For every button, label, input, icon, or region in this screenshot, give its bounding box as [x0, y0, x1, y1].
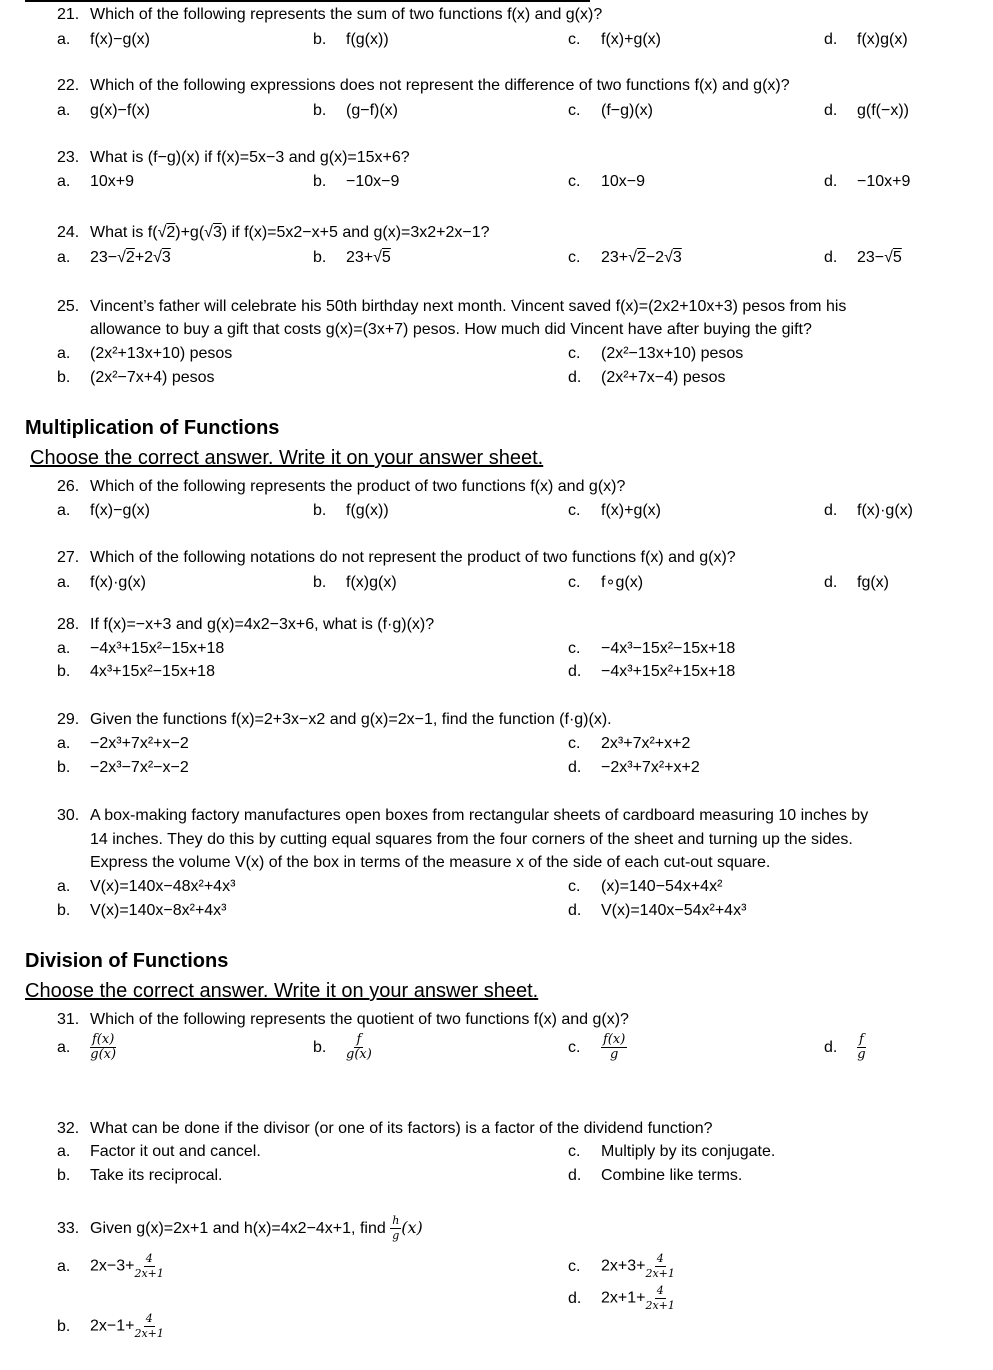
option-31d: d. $\frac{f}{g}$ — [824, 1032, 866, 1062]
question-text: If f(x)=−x+3 and g(x)=4x2−3x+6, what is (f·g)(x)? — [90, 616, 435, 633]
option-32b: b. Take its reciprocal. — [57, 1167, 223, 1184]
option-30d: d. V(x)=140x−54x²+4x³ — [568, 902, 747, 919]
option-31a: a. $\frac{f(x)}{g(x)}$ — [57, 1032, 117, 1062]
option-25d: d. (2x²+7x−4) pesos — [568, 369, 726, 386]
option-23d: d. −10x+9 — [824, 173, 911, 190]
question-text: Given g(x)=2x+1 and h(x)=4x2−4x+1, find $\frac{h}{g}$ (x) — [90, 1214, 423, 1242]
fraction: $\frac{4}{2x+1}$ — [645, 1284, 675, 1312]
option-28d: d. −4x³+15x²+15x+18 — [568, 663, 736, 680]
question-32: 32. What can be done if the divisor (or one of its factors) is a factor of the dividend function? — [57, 1120, 713, 1137]
question-30: 30. A box-making factory manufactures open boxes from rectangular sheets of cardboard measuring 10 inches by — [57, 807, 869, 824]
option-24b: b. 23+√5 — [313, 249, 391, 266]
section-title-multiplication: Multiplication of Functions — [25, 417, 280, 439]
option-29a: a. −2x³+7x²+x−2 — [57, 735, 189, 752]
question-26: 26. Which of the following represents the product of two functions f(x) and g(x)? — [57, 478, 626, 495]
question-text: What is (f−g)(x) if f(x)=5x−3 and g(x)=15x+6? — [90, 149, 410, 166]
option-26c: c. f(x)+g(x) — [568, 502, 661, 519]
section-instruction-multiplication: Choose the correct answer. Write it on your answer sheet. — [30, 447, 544, 469]
option-30c: c. (x)=140−54x+4x² — [568, 878, 723, 895]
option-26b: b. f(g(x)) — [313, 502, 389, 519]
fraction: $\frac{h}{g}$ — [392, 1214, 400, 1242]
question-text: What is f(√2)+g(√3) if f(x)=5x2−x+5 and g(x)=3x2+2x−1? — [90, 224, 490, 241]
question-30-line2: 14 inches. They do this by cutting equal squares from the four corners of the sheet and turning up the sides. — [90, 831, 853, 848]
question-text: Which of the following represents the product of two functions f(x) and g(x)? — [90, 478, 626, 495]
option-21a: a. f(x)−g(x) — [57, 31, 150, 48]
option-27c: c. f∘g(x) — [568, 574, 644, 591]
fraction: $\frac{4}{2x+1}$ — [134, 1252, 164, 1280]
option-30b: b. V(x)=140x−8x²+4x³ — [57, 902, 227, 919]
option-28b: b. 4x³+15x²−15x+18 — [57, 663, 215, 680]
fraction: $\frac{f(x)}{g(x)}$ — [90, 1032, 117, 1062]
question-33: 33. Given g(x)=2x+1 and h(x)=4x2−4x+1, find $\frac{h}{g}$ (x) — [57, 1214, 423, 1242]
option-25a: a. (2x²+13x+10) pesos — [57, 345, 233, 362]
option-31b: b. $\frac{f}{g(x)}$ — [313, 1032, 372, 1062]
option-24a: a. 23−√2+2√3 — [57, 249, 171, 266]
section-title-division: Division of Functions — [25, 950, 229, 972]
option-21c: c. f(x)+g(x) — [568, 31, 661, 48]
option-25c: c. (2x²−13x+10) pesos — [568, 345, 744, 362]
question-text: Which of the following expressions does not represent the difference of two functions f(x) and g(x)? — [90, 77, 790, 94]
fraction: $\frac{f(x)}{g}$ — [603, 1032, 626, 1062]
option-23c: c. 10x−9 — [568, 173, 646, 190]
fraction: $\frac{4}{2x+1}$ — [645, 1252, 675, 1280]
question-text: Which of the following represents the quotient of two functions f(x) and g(x)? — [90, 1011, 629, 1028]
option-23a: a. 10x+9 — [57, 173, 135, 190]
option-21b: b. f(g(x)) — [313, 31, 389, 48]
question-25-line2: allowance to buy a gift that costs g(x)=(3x+7) pesos. How much did Vincent have after buying the gift? — [90, 321, 812, 338]
question-text: Given the functions f(x)=2+3x−x2 and g(x)=2x−1, find the function (f·g)(x). — [90, 711, 612, 728]
option-29d: d. −2x³+7x²+x+2 — [568, 759, 700, 776]
option-27d: d. fg(x) — [824, 574, 889, 591]
option-24d: d. 23−√5 — [824, 249, 902, 266]
option-32c: c. Multiply by its conjugate. — [568, 1143, 776, 1160]
option-22b: b. (g−f)(x) — [313, 102, 398, 119]
question-21: 21. Which of the following represents the sum of two functions f(x) and g(x)? — [57, 6, 603, 23]
fraction: $\frac{f}{g}$ — [857, 1032, 866, 1062]
option-25b: b. (2x²−7x+4) pesos — [57, 369, 215, 386]
fraction: $\frac{4}{2x+1}$ — [134, 1312, 164, 1340]
question-23: 23. What is (f−g)(x) if f(x)=5x−3 and g(x)=15x+6? — [57, 149, 410, 166]
option-30a: a. V(x)=140x−48x²+4x³ — [57, 878, 236, 895]
option-27a: a. f(x)·g(x) — [57, 574, 146, 591]
top-rule — [25, 0, 590, 2]
option-33b: b. 2x−1+ $\frac{4}{2x+1}$ — [57, 1312, 164, 1340]
option-24c: c. 23+√2−2√3 — [568, 249, 682, 266]
option-23b: b. −10x−9 — [313, 173, 400, 190]
option-22a: a. g(x)−f(x) — [57, 102, 150, 119]
option-32a: a. Factor it out and cancel. — [57, 1143, 261, 1160]
option-32d: d. Combine like terms. — [568, 1167, 743, 1184]
question-text: Which of the following notations do not represent the product of two functions f(x) and g(x)? — [90, 549, 736, 566]
option-21d: d. f(x)g(x) — [824, 31, 908, 48]
option-31c: c. $\frac{f(x)}{g}$ — [568, 1032, 626, 1062]
question-31: 31. Which of the following represents the quotient of two functions f(x) and g(x)? — [57, 1011, 629, 1028]
question-24: 24. What is f(√2)+g(√3) if f(x)=5x2−x+5 and g(x)=3x2+2x−1? — [57, 224, 490, 241]
section-instruction-division: Choose the correct answer. Write it on your answer sheet. — [25, 980, 539, 1002]
option-22c: c. (f−g)(x) — [568, 102, 653, 119]
option-26a: a. f(x)−g(x) — [57, 502, 150, 519]
option-22d: d. g(f(−x)) — [824, 102, 909, 119]
question-28: 28. If f(x)=−x+3 and g(x)=4x2−3x+6, what is (f·g)(x)? — [57, 616, 435, 633]
fraction: $\frac{f}{g(x)}$ — [346, 1032, 372, 1062]
option-33c: c. 2x+3+ $\frac{4}{2x+1}$ — [568, 1252, 675, 1280]
question-text: Which of the following represents the sum of two functions f(x) and g(x)? — [90, 6, 603, 23]
option-28a: a. −4x³+15x²−15x+18 — [57, 640, 225, 657]
question-text-line1: Vincent’s father will celebrate his 50th birthday next month. Vincent saved f(x)=(2x2+10x+3) pesos from his — [90, 298, 847, 315]
option-33a: a. 2x−3+ $\frac{4}{2x+1}$ — [57, 1252, 164, 1280]
question-27: 27. Which of the following notations do not represent the product of two functions f(x) and g(x)? — [57, 549, 736, 566]
question-22: 22. Which of the following expressions does not represent the difference of two functions f(x) and g(x)? — [57, 77, 790, 94]
question-text: What can be done if the divisor (or one of its factors) is a factor of the dividend function? — [90, 1120, 713, 1137]
option-28c: c. −4x³−15x²−15x+18 — [568, 640, 736, 657]
option-29c: c. 2x³+7x²+x+2 — [568, 735, 691, 752]
question-30-line3: Express the volume V(x) of the box in terms of the measure x of the side of each cut-out square. — [90, 854, 771, 871]
option-29b: b. −2x³−7x²−x−2 — [57, 759, 189, 776]
option-33d: d. 2x+1+ $\frac{4}{2x+1}$ — [568, 1284, 675, 1312]
option-27b: b. f(x)g(x) — [313, 574, 397, 591]
option-26d: d. f(x)·g(x) — [824, 502, 913, 519]
question-25: 25. Vincent’s father will celebrate his 50th birthday next month. Vincent saved f(x)=(2x2+10x+3) pesos from his — [57, 298, 847, 315]
question-text-line1: A box-making factory manufactures open boxes from rectangular sheets of cardboard measuring 10 inches by — [90, 807, 869, 824]
question-29: 29. Given the functions f(x)=2+3x−x2 and g(x)=2x−1, find the function (f·g)(x). — [57, 711, 612, 728]
